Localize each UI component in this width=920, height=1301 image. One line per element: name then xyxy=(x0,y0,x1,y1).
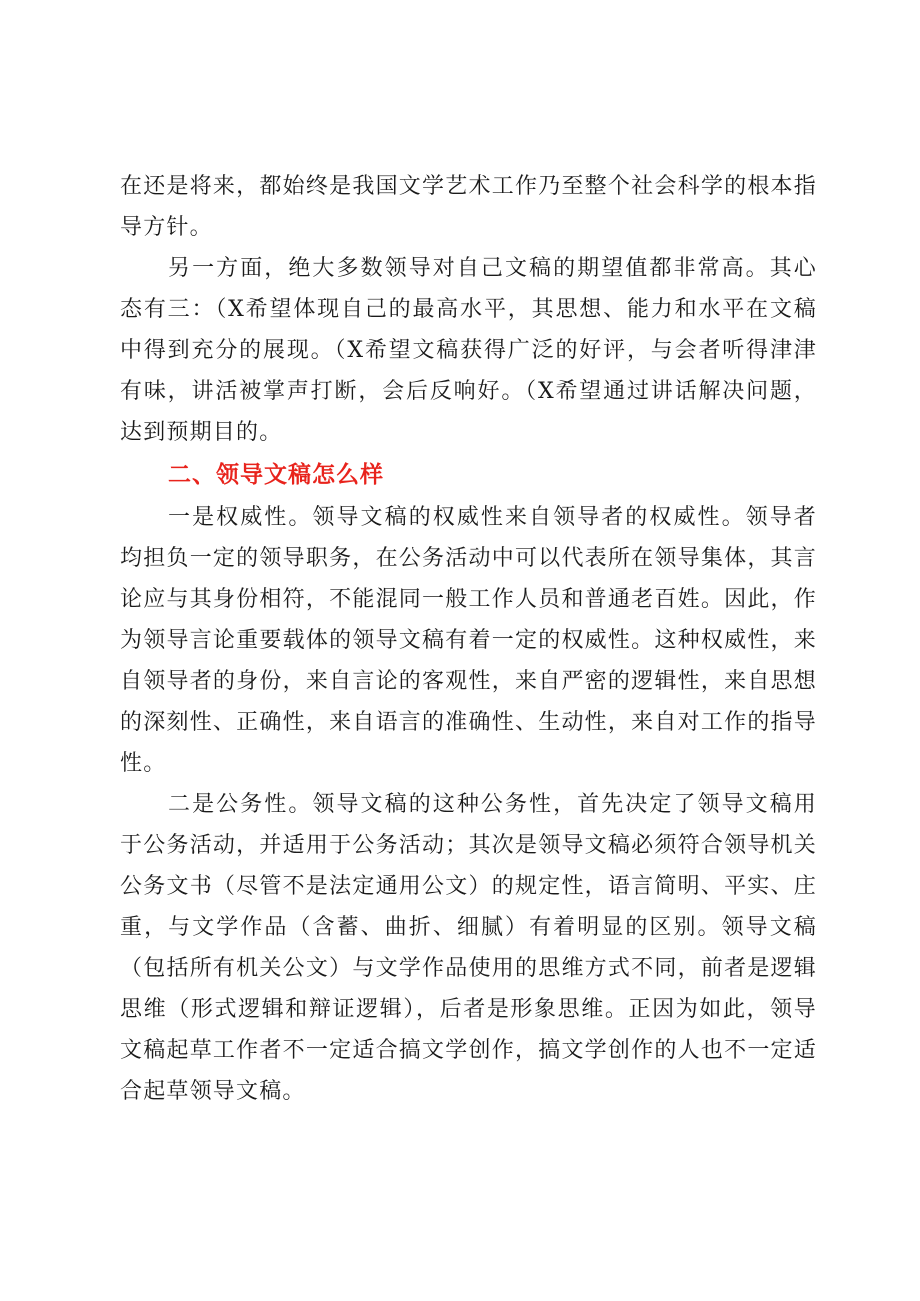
section-heading: 二、领导文稿怎么样 xyxy=(168,462,384,488)
paragraph-leader-expectations: 另一方面，绝大多数领导对自己文稿的期望值都非常高。其心态有三：（X希望体现自己的最高水平，其思想、能力和水平在文稿中得到充分的展现。（X希望文稿获得广泛的好评，与会者听得津津有味，讲活被掌声打断，会后反响好。（X希望通过讲话解决问题，达到预期目的。 xyxy=(120,256,817,445)
paragraph-official-nature: 二是公务性。领导文稿的这种公务性，首先决定了领导文稿用于公务活动，并适用于公务活动；其次是领导文稿必须符合领导机关公务文书（尽管不是法定通用公文）的规定性，语言简明、平实、庄重，与文学作品（含蓄、曲折、细腻）有着明显的区别。领导文稿（包括所有机关公文）与文学作品使用的思维方式不同，前者是逻辑思维（形式逻辑和辩证逻辑），后者是形象思维。正因为如此，领导文稿起草工作者不一定适合搞文学创作，搞文学创作的人也不一定适合起草领导文稿。 xyxy=(120,792,817,1104)
paragraph-continuation: 在还是将来，都始终是我国文学艺术工作乃至整个社会科学的根本指导方针。 xyxy=(120,174,817,240)
document-body xyxy=(120,166,817,1112)
paragraph-authority: 一是权威性。领导文稿的权威性来自领导者的权威性。领导者均担负一定的领导职务，在公务活动中可以代表所在领导集体，其言论应与其身份相符，不能混同一般工作人员和普通老百姓。因此，作为领导言论重要载体的领导文稿有着一定的权威性。这种权威性，来自领导者的身份，来自言论的客观性，来自严密的逻辑性，来自思想的深刻性、正确性，来自语言的准确性、生动性，来自对工作的指导性。 xyxy=(120,505,817,776)
